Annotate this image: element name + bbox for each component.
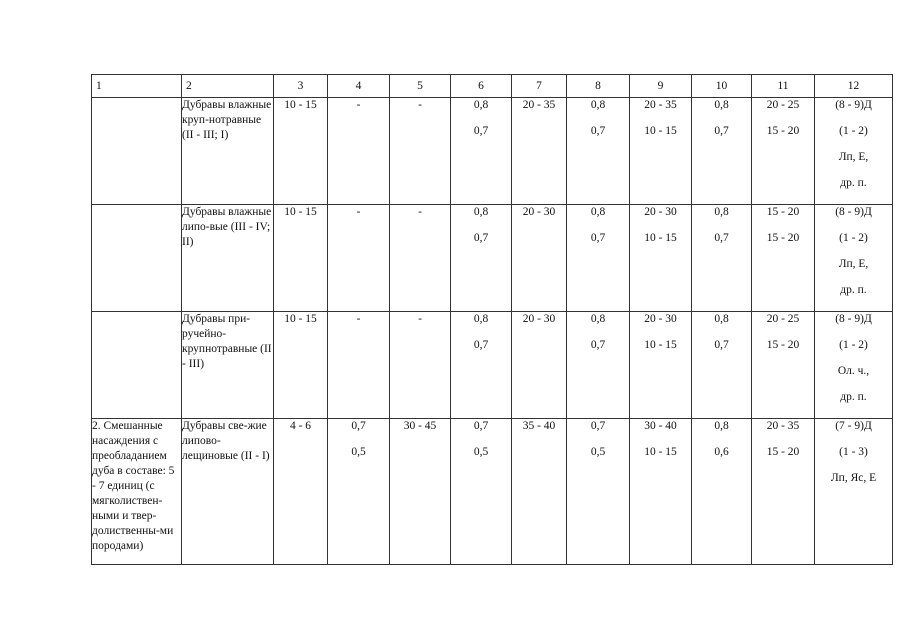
cell-value: 20 - 25 (766, 313, 800, 325)
table-row (92, 98, 893, 205)
value-cell (328, 205, 390, 312)
cell-value: 0,7 (473, 420, 489, 432)
cell-value: 10 - 15 (644, 232, 677, 244)
cell-value: 0,8 (590, 313, 606, 325)
value-cell (512, 312, 567, 419)
value-cell (692, 419, 752, 565)
cell-value: - (418, 313, 422, 325)
cell-value: 20 - 30 (644, 206, 677, 218)
value-cell (451, 419, 512, 565)
cell-value: 0,7 (714, 232, 729, 244)
value-cell (328, 98, 390, 205)
forest-type-cell: Дубравы све-жие липово-лещиновые (II - I) (182, 419, 274, 565)
cell-value: 15 - 20 (766, 125, 800, 137)
value-cell (274, 205, 328, 312)
value-cell (390, 98, 451, 205)
group-cell (92, 205, 182, 312)
header-cell: 12 (815, 75, 893, 98)
value-cell (512, 205, 567, 312)
forest-type-cell: Дубравы влажные липо-вые (III - IV; II) (182, 205, 274, 312)
cell-value: 30 - 45 (403, 420, 437, 432)
value-cell (567, 312, 630, 419)
value-cell (692, 312, 752, 419)
value-cell (752, 98, 815, 205)
cell-value: 0,5 (473, 446, 489, 458)
cell-value: 0,8 (473, 206, 489, 218)
header-cell: 8 (567, 75, 630, 98)
header-cell: 11 (752, 75, 815, 98)
value-cell (630, 205, 692, 312)
value-cell (752, 312, 815, 419)
cell-value: 0,8 (590, 206, 606, 218)
cell-value: 20 - 25 (766, 99, 800, 111)
cell-value: - (356, 206, 361, 218)
cell-value: 0,7 (590, 232, 606, 244)
value-cell (451, 205, 512, 312)
cell-value: 0,7 (473, 339, 489, 351)
cell-value: Лп, Е, (838, 151, 869, 163)
cell-value: (1 - 3) (839, 446, 868, 458)
cell-value: 0,7 (473, 232, 489, 244)
cell-value: (8 - 9)Д (835, 206, 872, 218)
value-cell (328, 312, 390, 419)
cell-value: 0,7 (714, 125, 729, 137)
cell-value: (1 - 2) (839, 232, 868, 244)
value-cell (692, 98, 752, 205)
cell-value: др. п. (840, 284, 867, 296)
value-cell (390, 312, 451, 419)
cell-value: - (356, 99, 361, 111)
cell-value: 0,5 (590, 446, 606, 458)
value-cell (274, 419, 328, 565)
cell-value: 10 - 15 (284, 99, 317, 111)
header-cell: 2 (182, 75, 274, 98)
value-cell (815, 419, 893, 565)
header-cell: 1 (92, 75, 182, 98)
value-cell (630, 312, 692, 419)
cell-value: (8 - 9)Д (835, 99, 872, 111)
value-cell (567, 419, 630, 565)
cell-value: 10 - 15 (284, 206, 317, 218)
value-cell (752, 205, 815, 312)
value-cell (567, 98, 630, 205)
value-cell (815, 98, 893, 205)
header-cell: 3 (274, 75, 328, 98)
header-cell: 6 (451, 75, 512, 98)
value-cell (274, 312, 328, 419)
cell-value: 20 - 30 (522, 313, 556, 325)
cell-value: 0,5 (351, 446, 366, 458)
cell-value: (7 - 9)Д (835, 420, 872, 432)
value-cell (451, 98, 512, 205)
cell-value: 15 - 20 (766, 232, 800, 244)
cell-value: 10 - 15 (644, 125, 677, 137)
value-cell (815, 312, 893, 419)
cell-value: (8 - 9)Д (835, 313, 872, 325)
group-cell: 2. Смешанные насаждения с преобладанием дуба в составе: 5 - 7 единиц (с мягколиствен-ными и твер-долиственны-ми породами) (92, 419, 182, 565)
table-row (92, 312, 893, 419)
value-cell (390, 419, 451, 565)
cell-value: - (418, 99, 422, 111)
group-cell (92, 312, 182, 419)
cell-value: 0,8 (714, 313, 729, 325)
value-cell (274, 98, 328, 205)
cell-value: 0,7 (590, 125, 606, 137)
cell-value: - (418, 206, 422, 218)
cell-value: 10 - 15 (284, 313, 317, 325)
cell-value: 20 - 35 (644, 99, 677, 111)
cell-value: 35 - 40 (522, 420, 556, 432)
header-cell: 10 (692, 75, 752, 98)
cell-value: Ол. ч., (837, 365, 870, 377)
value-cell (692, 205, 752, 312)
forest-type-cell: Дубравы влажные круп-нотравные (II - III; I) (182, 98, 274, 205)
cell-value: 0,7 (714, 339, 729, 351)
cell-value: Лп, Е, (838, 258, 869, 270)
cell-value: 10 - 15 (644, 446, 677, 458)
cell-value: 20 - 35 (766, 420, 800, 432)
value-cell (815, 205, 893, 312)
cell-value: 0,8 (473, 313, 489, 325)
value-cell (630, 98, 692, 205)
cell-value: 4 - 6 (289, 420, 312, 432)
value-cell (630, 419, 692, 565)
cell-value: - (356, 313, 361, 325)
cell-value: 0,6 (714, 446, 729, 458)
cell-value: (1 - 2) (839, 125, 868, 137)
value-cell (390, 205, 451, 312)
cell-value: (1 - 2) (839, 339, 868, 351)
value-cell (512, 98, 567, 205)
cell-value: 0,8 (473, 99, 489, 111)
forest-table (91, 74, 893, 565)
cell-value: 0,7 (590, 339, 606, 351)
cell-value: 0,7 (590, 420, 606, 432)
table-row (92, 205, 893, 312)
header-cell: 7 (512, 75, 567, 98)
value-cell (451, 312, 512, 419)
cell-value: 20 - 30 (522, 206, 556, 218)
cell-value: 15 - 20 (766, 339, 800, 351)
cell-value: 0,8 (714, 99, 729, 111)
cell-value: Лп, Яс, Е (830, 472, 877, 484)
value-cell (512, 419, 567, 565)
forest-type-cell: Дубравы при-ручейно-крупнотравные (II - III) (182, 312, 274, 419)
cell-value: 0,7 (473, 125, 489, 137)
cell-value: 20 - 35 (522, 99, 556, 111)
cell-value: 10 - 15 (644, 339, 677, 351)
header-row (92, 75, 893, 98)
cell-value: 0,8 (714, 420, 729, 432)
value-cell (752, 419, 815, 565)
group-cell (92, 98, 182, 205)
value-cell (567, 205, 630, 312)
header-cell: 5 (390, 75, 451, 98)
header-cell: 4 (328, 75, 390, 98)
table-row (92, 419, 893, 565)
cell-value: др. п. (840, 391, 867, 403)
cell-value: 15 - 20 (766, 446, 800, 458)
cell-value: 15 - 20 (766, 206, 800, 218)
cell-value: др. п. (840, 177, 867, 189)
value-cell (328, 419, 390, 565)
header-cell: 9 (630, 75, 692, 98)
cell-value: 0,7 (351, 420, 366, 432)
cell-value: 0,8 (714, 206, 729, 218)
cell-value: 0,8 (590, 99, 606, 111)
cell-value: 30 - 40 (644, 420, 677, 432)
cell-value: 20 - 30 (644, 313, 677, 325)
